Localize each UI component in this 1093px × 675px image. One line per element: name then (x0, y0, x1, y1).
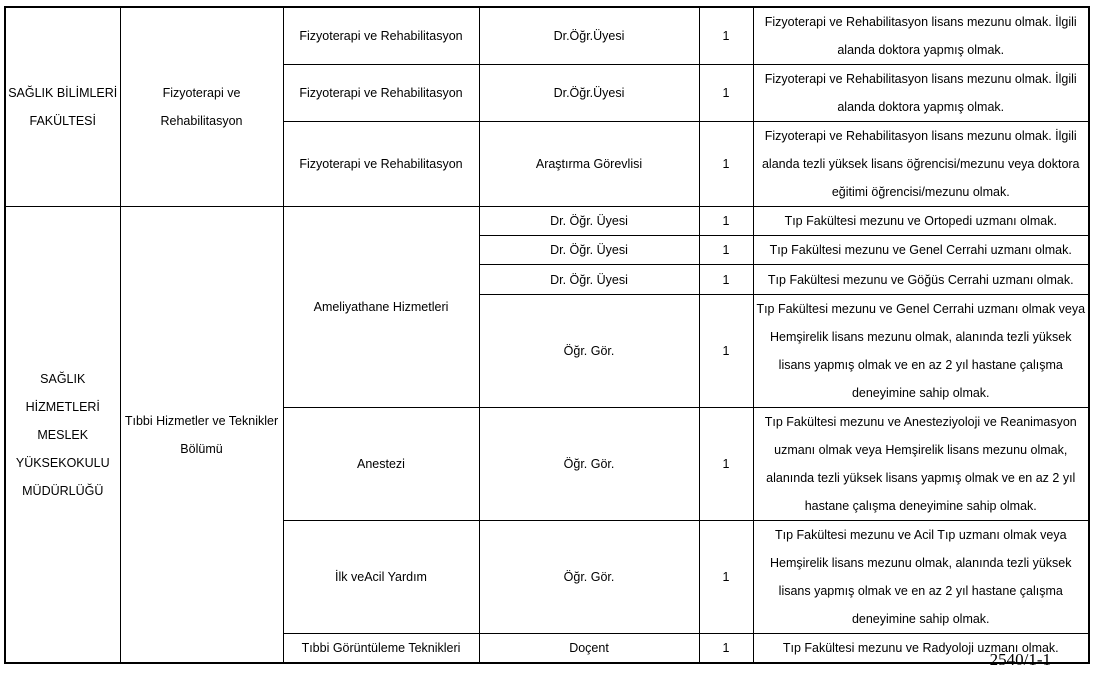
count-cell: 1 (699, 265, 753, 295)
program-cell: Fizyoterapi ve Rehabilitasyon (283, 65, 479, 122)
program-cell: İlk veAcil Yardım (283, 521, 479, 634)
table-row (5, 7, 1089, 65)
program-cell: Tıbbi Görüntüleme Teknikleri (283, 634, 479, 664)
title-cell: Dr.Öğr.Üyesi (479, 65, 699, 122)
table-row (5, 207, 1089, 236)
count-cell: 1 (699, 408, 753, 521)
department-cell: Fizyoterapi ve Rehabilitasyon (120, 7, 283, 207)
count-cell: 1 (699, 207, 753, 236)
title-cell: Öğr. Gör. (479, 408, 699, 521)
requirements-cell: Tıp Fakültesi mezunu ve Ortopedi uzmanı olmak. (753, 207, 1089, 236)
program-cell: Fizyoterapi ve Rehabilitasyon (283, 7, 479, 65)
faculty-cell: SAĞLIK HİZMETLERİ MESLEK YÜKSEKOKULU MÜDÜRLÜĞÜ (5, 207, 120, 664)
faculty-cell: SAĞLIK BİLİMLERİ FAKÜLTESİ (5, 7, 120, 207)
count-cell: 1 (699, 65, 753, 122)
title-cell: Dr. Öğr. Üyesi (479, 207, 699, 236)
program-cell: Anestezi (283, 408, 479, 521)
count-cell: 1 (699, 295, 753, 408)
count-cell: 1 (699, 122, 753, 207)
requirements-cell: Tıp Fakültesi mezunu ve Genel Cerrahi uzmanı olmak veya Hemşirelik lisans mezunu olmak, alanında tezli yüksek lisans yapmış olmak ve en az 2 yıl hastane çalışma deneyimine sahip olmak. (753, 295, 1089, 408)
requirements-cell: Tıp Fakültesi mezunu ve Genel Cerrahi uzmanı olmak. (753, 236, 1089, 265)
doc-number: 2540/1-1 (989, 650, 1051, 669)
count-cell: 1 (699, 634, 753, 664)
requirements-cell: Fizyoterapi ve Rehabilitasyon lisans mezunu olmak. İlgili alanda doktora yapmış olmak. (753, 7, 1089, 65)
title-cell: Dr. Öğr. Üyesi (479, 236, 699, 265)
title-cell: Doçent (479, 634, 699, 664)
requirements-cell: Fizyoterapi ve Rehabilitasyon lisans mezunu olmak. İlgili alanda doktora yapmış olmak. (753, 65, 1089, 122)
requirements-cell: Tıp Fakültesi mezunu ve Acil Tıp uzmanı olmak veya Hemşirelik lisans mezunu olmak, alanında tezli yüksek lisans yapmış olmak ve en az 2 yıl hastane çalışma deneyimine sahip olmak. (753, 521, 1089, 634)
count-cell: 1 (699, 236, 753, 265)
program-cell: Fizyoterapi ve Rehabilitasyon (283, 122, 479, 207)
title-cell: Dr. Öğr. Üyesi (479, 265, 699, 295)
program-cell: Ameliyathane Hizmetleri (283, 207, 479, 408)
title-cell: Dr.Öğr.Üyesi (479, 7, 699, 65)
requirements-cell: Tıp Fakültesi mezunu ve Göğüs Cerrahi uzmanı olmak. (753, 265, 1089, 295)
requirements-cell: Tıp Fakültesi mezunu ve Radyoloji uzmanı olmak. (753, 634, 1089, 664)
title-cell: Öğr. Gör. (479, 295, 699, 408)
requirements-cell: Fizyoterapi ve Rehabilitasyon lisans mezunu olmak. İlgili alanda tezli yüksek lisans öğrencisi/mezunu veya doktora eğitimi öğrencisi/mezunu olmak. (753, 122, 1089, 207)
requirements-cell: Tıp Fakültesi mezunu ve Anesteziyoloji ve Reanimasyon uzmanı olmak veya Hemşirelik lisans mezunu olmak, alanında tezli yüksek lisans yapmış olmak ve en az 2 yıl hastane çalışma deneyimine sahip olmak. (753, 408, 1089, 521)
academic-positions-table (4, 6, 1090, 664)
count-cell: 1 (699, 7, 753, 65)
title-cell: Öğr. Gör. (479, 521, 699, 634)
department-cell: Tıbbi Hizmetler ve Teknikler Bölümü (120, 207, 283, 664)
count-cell: 1 (699, 521, 753, 634)
title-cell: Araştırma Görevlisi (479, 122, 699, 207)
